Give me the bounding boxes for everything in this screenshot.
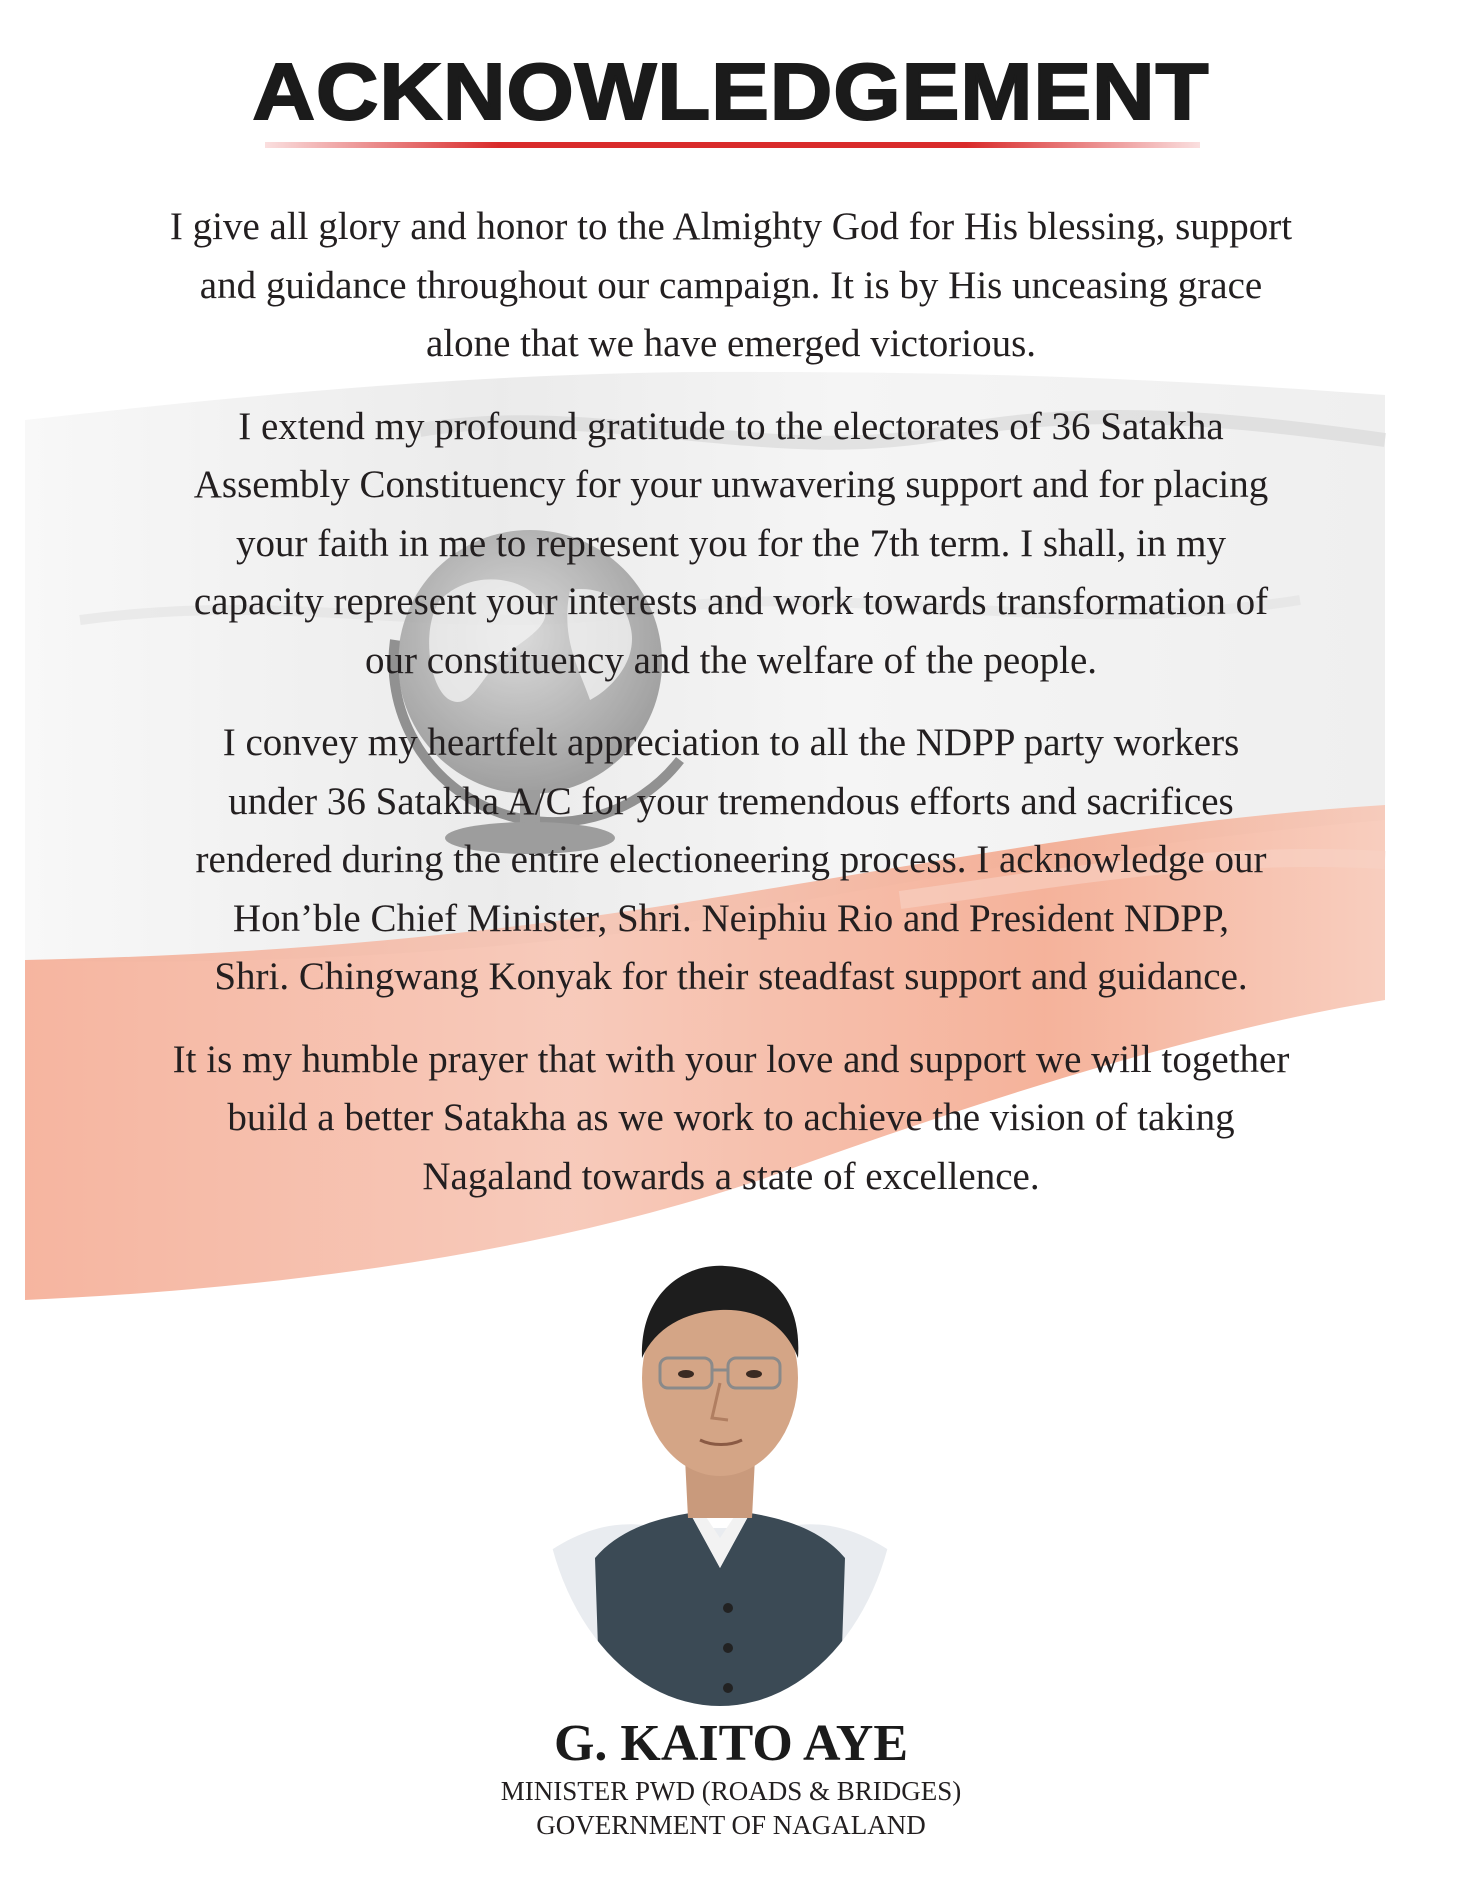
acknowledgement-body	[60, 198, 1402, 1230]
text-line: under 36 Satakha A/C for your tremendous efforts and sacrifices	[228, 779, 1234, 823]
text-line: I give all glory and honor to the Almighty God for His blessing, support	[169, 205, 1293, 248]
paragraph-party-workers	[60, 714, 1402, 1007]
signatory-designation: MINISTER PWD (ROADS & BRIDGES)	[500, 1776, 962, 1806]
paragraph-electorates	[60, 398, 1402, 691]
paragraph-prayer	[60, 1031, 1402, 1207]
text-line: our constituency and the welfare of the people.	[364, 638, 1098, 682]
paragraph-gratitude-god	[60, 198, 1402, 374]
text-line: capacity represent your interests and work towards transformation of	[193, 580, 1269, 623]
text-line: Shri. Chingwang Konyak for their steadfast support and guidance.	[214, 955, 1248, 998]
text-line: alone that we have emerged victorious.	[425, 322, 1037, 365]
text-line: your faith in me to represent you for the 7th term. I shall, in my	[236, 521, 1226, 565]
title-underline	[265, 142, 1200, 148]
text-line: I convey my heartfelt appreciation to all the NDPP party workers	[222, 721, 1240, 764]
text-line: build a better Satakha as we work to achieve the vision of taking	[227, 1096, 1235, 1139]
text-line: Hon’ble Chief Minister, Shri. Neiphiu Rio and President NDPP,	[232, 896, 1230, 940]
signatory-name: G. KAITO AYE	[553, 1715, 909, 1772]
text-line: and guidance throughout our campaign. It is by His unceasing grace	[199, 263, 1263, 307]
text-line: rendered during the entire electioneering process. I acknowledge our	[195, 838, 1267, 881]
title-container	[0, 47, 1462, 136]
text-line: I extend my profound gratitude to the electorates of 36 Satakha	[238, 404, 1224, 448]
text-line: Nagaland towards a state of excellence.	[422, 1154, 1040, 1198]
page-title: ACKNOWLEDGEMENT	[252, 47, 1210, 136]
portrait-photo	[540, 1228, 900, 1708]
text-line: It is my humble prayer that with your love and support we will together	[172, 1037, 1290, 1081]
signatory-office: GOVERNMENT OF NAGALAND	[536, 1810, 926, 1840]
text-line: Assembly Constituency for your unwavering support and for placing	[193, 463, 1269, 506]
